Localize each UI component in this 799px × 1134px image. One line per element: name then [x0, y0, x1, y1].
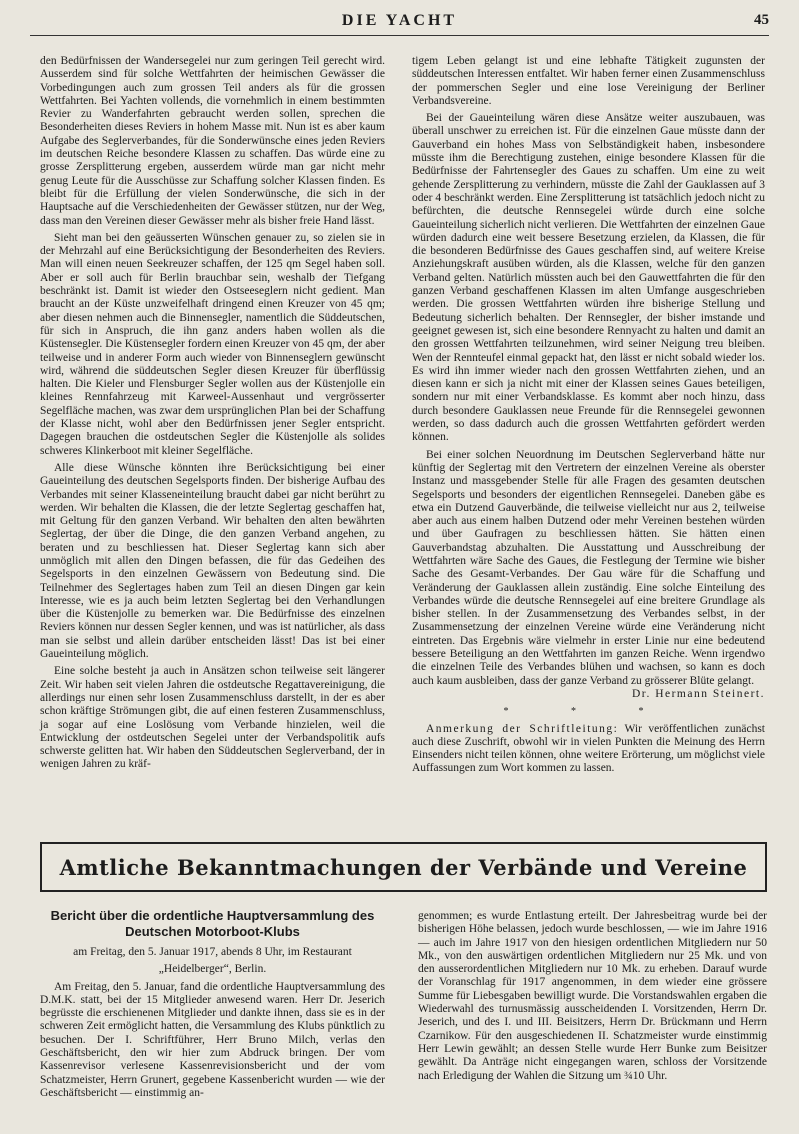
editor-note — [412, 723, 765, 776]
editor-note-label: Anmerkung der Schriftleitung: — [426, 722, 619, 735]
paragraph: den Bedürfnissen der Wandersegelei nur zum geringen Teil gerecht wird. Ausserdem sind für solche Wettfahrten der heimischen Gewässer die Vorbedingungen auch zum grossen Teil anders als für die grossen Wettfahrten. Bei Yachten vollends, die vornehmlich in einem bestimmten Revier zu Wanderfahrten gebraucht werden sollen, sprechen die Besonderheiten dieses Reviers in hohem Masse mit. Nun ist es aber kaum Aufgabe des Seglerverbandes, für die Sonderwünsche eines jeden Reviers im deutschen Reiche besondere Klassen zu schaffen. Das würde eine zu grosse Zersplitterung ergeben, ausserdem würde man gar nicht mehr genug Leute für die Ausschüsse zur Schaffung solcher Klassen finden. Es bleibt für die Erfüllung der vielen Sonderwünsche, die sich in der Hauptsache auf die Verschiedenheiten der Gewässer stützen, nur der Weg, dass man den Vereinen dieser Gewässer mehr als bisher freie Hand lässt. — [40, 55, 385, 227]
section-banner — [40, 842, 767, 892]
page-number: 45 — [754, 12, 769, 28]
article-title-line-1: Bericht über die ordentliche Hauptversammlung des — [50, 908, 375, 923]
paragraph: Eine solche besteht ja auch in Ansätzen schon teilweise seit längerer Zeit. Wir haben seit vielen Jahren die ostdeutsche Regattavereinigung, die allerdings nur einen sehr losen Zusammenschluss darstellt, in der es aber schon kräftige Strömungen gibt, die auf einen festeren Zusammenschluss, ja sogar auf eine Loslösung vom Verbande hinzielen, weil die Entwicklung der ostdeutschen Segelei unter der Verbandspolitik aufs schwerste gelitten hat. Wir haben den Süddeutschen Seglerverband, der in wenigen Jahren zu kräf- — [40, 665, 385, 771]
journal-title: DIE YACHT — [341, 12, 458, 29]
page-header — [30, 8, 769, 34]
left-column — [40, 55, 385, 776]
editor-note-text: Wir veröffentlichen zunächst auch diese Zuschrift, obwohl wir in vielen Punkten die Meinung des Herrn Einsenders nicht teilen können, ohne weitere Erörterung, um möglichst viele Auffassungen zum Wort kommen zu lassen. — [412, 722, 765, 775]
article-right-column — [418, 910, 767, 1087]
article-left-column — [40, 946, 385, 1104]
article-subline-2: „Heidelberger“, Berlin. — [158, 963, 267, 976]
signature-line — [412, 688, 765, 701]
article-title-line-2: Deutschen Motorboot-Klubs — [125, 924, 300, 939]
paragraph: Alle diese Wünsche könnten ihre Berücksichtigung bei einer Gaueinteilung des deutschen Segelsports finden. Der bisherige Aufbau des Verbandes mit seiner Klasseneinteilung braucht dabei gar nicht berührt zu werden. Wir behalten die Klassen, die der letzte Seglertag geschaffen hat, mit Geltung für den ganzen Verband. Wir behalten den alten bewährten Seglertag, der über die Dinge, die den ganzen Verband angehen, zu beraten und zu beschliessen hat. Dieser Seglertag kann sich aber unmöglich mit allen den Dingen befassen, die für das Gedeihen des Segelsports in den einzelnen Gewässern von Bedeutung sind. Die Teilnehmer des Seglertages haben zum Teil an diesen Dingen gar kein Interesse, wie es ja auch beim letzten Seglertag bei den Verhandlungen über die Küstenjolle zu bemerken war. Die Bedürfnisse des einzelnen Reviers können nur dessen Segler kennen, und was ist natürlicher, als dass man sie selbst und allein darüber entscheiden lässt! Das ist bei einer Gaueinteilung möglich. — [40, 461, 385, 661]
article-title — [40, 908, 385, 940]
paragraph: Bei einer solchen Neuordnung im Deutschen Seglerverband hätte nur künftig der Seglertag mit den Vertretern der einzelnen Vereine als oberster Instanz und massgebender Stelle für alle Fragen des gesamten deutschen Segelsports und besonders der eigentlichen Rennsegelei. Daneben gäbe es etwa ein Dutzend Gauverbände, die teilweise vielleicht nur aus 2, teilweise aber auch aus einem halben Dutzend oder mehr Vereinen bestehen würden und über Gaufragen zu beschliessen hätten. Sie hätten einen Gauverbandstag abzuhalten. Die Ausstattung und Ausschreibung der Wettfahrten wäre Sache des Gaues, die Festlegung der Termine wie bisher Sache des Gesamt-Verbandes. Der Gau wäre für die Schaffung und Veränderung der Gauklassen allein zuständig. Eine solche Einteilung des Verbandes würde die deutsche Rennsegelei auf eine breitere Grundlage als bisher stellen. In der Zusammensetzung des Verbandes selbst, in der Zusammensetzung der einzelnen Vereine würde eine Veränderung nicht eintreten. Das Ergebnis wäre vielmehr in erster Linie nur eine bedeutend bessere Beteiligung an den Wettfahrten im ganzen Reiche. Wenn irgendwo die einzelnen Teile des Verbandes blühen und wachsen, so kann es doch auch kaum ausbleiben, dass der ganze Verband zu grösserer Blüte gelangt. — [412, 448, 765, 687]
paragraph: tigem Leben gelangt ist und eine lebhafte Tätigkeit zugunsten der süddeutschen Interessen entfaltet. Wir haben ferner einen Zusammenschluss der pommerschen Segler und eine lose Vereinigung der Berliner Verbandsvereine. — [412, 55, 765, 107]
right-column — [412, 55, 765, 780]
banner-title: Amtliche Bekanntmachungen der Verbände und Vereine — [59, 854, 748, 880]
signature: Dr. Hermann Steinert. — [631, 687, 765, 700]
article-paragraph: Am Freitag, den 5. Januar, fand die ordentliche Hauptversammlung des D.M.K. statt, bei der 15 Mitglieder anwesend waren. Herr Dr. Jeserich begrüsste die erschienenen Mitglieder und dankte ihnen, dass sie es in der schweren Zeit ermöglicht hatten, die Versammlung des Klubs pünktlich zu besuchen. Der I. Schriftführer, Herr Bruno Milch, verlas den Geschäftsbericht, den wir hier zum Abdruck bringen. Der vom Kassenrevisor verlesene Kassenrevisionsbericht und der vom Schatzmeister, Herrn Grunert, gegebene Kassenbericht wurden — wie der Geschäftsbericht — einstimmig an- — [40, 980, 385, 1099]
separator-stars: * * * — [503, 706, 674, 718]
article-subline-1: am Freitag, den 5. Januar 1917, abends 8 Uhr, im Restaurant — [73, 946, 352, 958]
header-rule — [30, 35, 769, 36]
article-paragraph: genommen; es wurde Entlastung erteilt. Der Jahresbeitrag wurde bei der bisherigen Höhe belassen, jedoch wurde beschlossen, — wie im Jahre 1916 — auch im Jahre 1917 von den hiesigen ordentlichen Mitgliedern nur 50 Mk., von den auswärtigen ordentlichen Mitgliedern nur 25 Mk. und von den ausserordentlichen Mitgliedern nur 10 Mk. zu erheben. Darauf wurde der Voranschlag für 1917 angenommen, in dem wieder eine grössere Summe für Liebesgaben bewilligt wurde. Die Vorstandswahlen ergaben die Wiederwahl des turnusmässig ausscheidenden I. Vorsitzenden, Herrn Dr. Jeserich, und des I. und III. Beisitzers, Herrn Dr. Brückmann und Herrn Czarnikow. Für den ausgeschiedenen II. Schatzmeister wurde einstimmig Herr Lewin gewählt; an dessen Stelle wurde Herr Bunke zum Beisitzer gewählt. Da Anträge nicht eingegangen waren, schloss der Vorsitzende nach Erledigung der Wahlen die Sitzung um ¾10 Uhr. — [418, 910, 767, 1082]
paragraph: Sieht man bei den geäusserten Wünschen genauer zu, so zielen sie in der Mehrzahl auf eine Berücksichtigung der Besonderheiten des Reviers. Man will einen neuen Seekreuzer schaffen, der 125 qm Segel haben soll. Aber er soll auch für Berlin brauchbar sein, weshalb der Tiefgang beschränkt ist. Damit ist wieder den Ostseeseglern nicht gedient. Man braucht an der Küste unzweifelhaft dringend einen Kreuzer von 45 qm; aber diesen nehmen auch die Binnensegler, namentlich die Süddeutschen, für sich in Anspruch, die ihn ganz anders haben wollen als die Küstensegler. Die Küstensegler fordern einen Kreuzer von 45 qm, der aber teilweise und in anderer Form auch wieder von Binnenseglern gewünscht wird, während die süddeutschen Segler diesen Kreuzer für überflüssig halten. Die Kieler und Flensburger Segler wollen aus der Küstenjolle ein kleines Rennfahrzeug mit Karweel-Aussenhaut und vergrösserter Segelfläche machen, was zwar dem ursprünglichen Plan bei der Schaffung der Klasse nicht, wohl aber den Bedürfnissen jener Segler entspricht. Dagegen brauchen die ostdeutschen Segler die Küstenjolle als solides schweres Klinkerboot mit kleiner Segelfläche. — [40, 231, 385, 457]
paragraph: Bei der Gaueinteilung wären diese Ansätze weiter auszubauen, was überall unschwer zu erreichen ist. Für die einzelnen Gaue müsste dann der Gauverband ein hohes Mass von Selbständigkeit haben, insbesondere müsste ihm die Berechtigung zustehen, einige besondere Klassen für die Bedürfnisse der Fahrtensegler des Gaues zu schaffen. Um eine zu weit gehende Zersplitterung zu verhindern, müsste die Zahl der Gauklassen auf 3 oder 4 beschränkt werden. Eine Zersplitterung ist tatsächlich jedoch nicht zu befürchten, die deutsche Rennsegelei würde durch eine solche Gaueinteilung sicherlich nicht verlieren. Die Wettfahrten der einzelnen Gaue würden dadurch eine weit bessere Besetzung erzielen, da Klassen, die für die besonderen Bedürfnisse des Gaues geschaffen sind, auf weitere Kreise Anziehungskraft ausüben würden, als die Klassen, welche für den ganzen Verband gelten. Natürlich müssten auch bei den Gauwettfahrten die für den ganzen Verband geschaffenen Klassen im alten Umfange ausgeschrieben werden. Die grossen Wettfahrten würden ihre bisherige Stellung und Bedeutung sicherlich behalten. Der Rennsegler, der bisher imstande und geeignet gewesen ist, sich eine besondere Rennyacht zu halten und damit an den grossen Wettfahrten teilzunehmen, wird seiner Neigung treu bleiben. Wen der Rennteufel einmal gepackt hat, den lässt er nicht sobald wieder los. Es wird ihn immer wieder nach den grossen Wettfahrten ziehen, und an diesen kann er sich ja nicht mit einer der Klassen seines Gaues beteiligen, sondern nur mit einer Verbandsklasse. Es kommt aber noch hinzu, dass durch besondere Gauklassen neue Freunde für die Rennsegelei gewonnen werden, so dass dadurch auch die grossen Wettfahrten gefördert werden können. — [412, 112, 765, 444]
